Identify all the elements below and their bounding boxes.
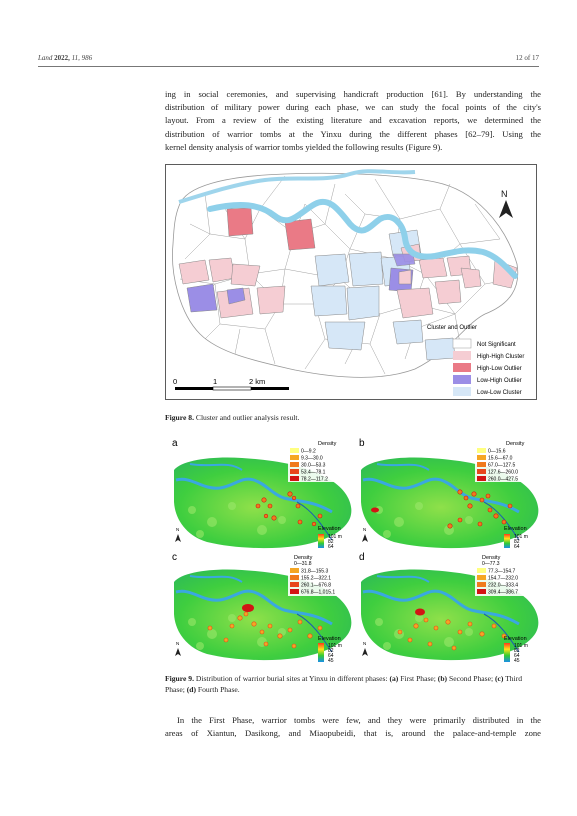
density-class: 0—77.3 bbox=[482, 561, 500, 567]
running-header-journal bbox=[38, 54, 92, 62]
panel-d bbox=[357, 550, 542, 662]
caption-part-label: (d) bbox=[186, 685, 197, 694]
density-class: 0—15.6 bbox=[488, 448, 506, 455]
journal-name: Land bbox=[38, 54, 53, 62]
north-label: N bbox=[363, 527, 367, 532]
density-class: 9.3—30.0 bbox=[301, 455, 323, 462]
caption-label: Figure 9. bbox=[165, 674, 194, 683]
density-title: Density bbox=[506, 441, 525, 447]
density-class: 31.8—155.3 bbox=[301, 568, 329, 575]
elevation-value: 64 bbox=[328, 653, 334, 659]
legend-item: Low-Low Cluster bbox=[477, 390, 522, 396]
elevation-value: 82 bbox=[514, 539, 520, 545]
paragraph-first-phase bbox=[165, 714, 541, 740]
density-class: 154.7—232.0 bbox=[488, 575, 519, 582]
elevation-title: Elevation bbox=[504, 526, 527, 532]
density-class: 676.8—1,015.1 bbox=[301, 589, 336, 596]
elevation-value: 64 bbox=[514, 653, 520, 659]
density-class: 260.0—427.5 bbox=[488, 476, 519, 483]
elevation-value: 45 bbox=[328, 658, 334, 662]
density-title: Density bbox=[294, 555, 313, 561]
elevation-value: 101 m bbox=[514, 534, 528, 540]
legend-item: High-High Cluster bbox=[477, 354, 525, 360]
caption-part-label: (a) bbox=[389, 674, 399, 683]
figure-9-caption bbox=[165, 673, 541, 695]
elevation-title: Elevation bbox=[504, 636, 527, 642]
density-class: 0—9.2 bbox=[301, 448, 316, 455]
elevation-value: 82 bbox=[328, 539, 334, 545]
text-line: In the First Phase, warrior tombs were few, and they were primarily distributed in the bbox=[177, 715, 541, 725]
panel-a bbox=[170, 436, 355, 550]
legend-title: Cluster and Outlier bbox=[427, 325, 478, 331]
north-label: N bbox=[501, 189, 508, 199]
elevation-value: 64 bbox=[328, 544, 334, 550]
panel-b bbox=[357, 436, 542, 550]
text-line: distribution of warrior tombs at the Yinxu during the different phases [62–79]. Using the bbox=[165, 128, 541, 139]
elevation-value: 101 m bbox=[328, 534, 342, 540]
panel-label: a bbox=[172, 438, 178, 449]
elevation-value: 82 bbox=[328, 648, 334, 654]
scale-bar bbox=[175, 387, 289, 390]
panel-label: b bbox=[359, 438, 365, 449]
density-class: 53.4—78.1 bbox=[301, 469, 326, 476]
header-rule bbox=[38, 66, 539, 67]
figure-8-cluster-map bbox=[165, 164, 537, 400]
north-label: N bbox=[176, 641, 180, 646]
density-class: 155.2—322.1 bbox=[301, 575, 332, 582]
elevation-value: 101 m bbox=[514, 643, 528, 649]
caption-text: Distribution of warrior burial sites at Yinxu in different phases: bbox=[193, 674, 390, 683]
text-line: kernel density analysis of warrior tombs yielded the following results (Figure 9). bbox=[165, 141, 443, 152]
density-class: 78.2—117.2 bbox=[301, 476, 328, 483]
scale-label: 0 bbox=[173, 377, 178, 386]
elevation-value: 101 m bbox=[328, 643, 342, 649]
journal-volume: 11, 986 bbox=[71, 54, 93, 62]
density-title: Density bbox=[482, 555, 501, 561]
density-class: 30.0—53.3 bbox=[301, 462, 326, 469]
text-line: distribution of military power during each phase, we can study the focal points of the city's bbox=[165, 102, 541, 113]
elevation-title: Elevation bbox=[318, 636, 341, 642]
legend-item: Low-High Outlier bbox=[477, 378, 522, 384]
panel-label: c bbox=[172, 552, 177, 563]
page-number: 12 of 17 bbox=[515, 54, 539, 62]
caption-label: Figure 8. bbox=[165, 413, 194, 422]
density-class: 232.0—333.4 bbox=[488, 582, 519, 589]
density-class: 15.6—67.0 bbox=[488, 455, 513, 462]
paragraph-intro bbox=[165, 88, 541, 154]
panel-c bbox=[170, 550, 355, 662]
caption-text: Cluster and outlier analysis result. bbox=[195, 413, 300, 422]
density-class: 127.6—260.0 bbox=[488, 469, 519, 476]
elevation-value: 45 bbox=[514, 658, 520, 662]
elevation-value: 82 bbox=[514, 648, 520, 654]
text-line: ing in social ceremonies, and supervising handicraft production [61]. By understanding the bbox=[165, 89, 541, 99]
density-class: 67.0—127.5 bbox=[488, 462, 516, 469]
density-title: Density bbox=[318, 441, 337, 447]
elevation-title: Elevation bbox=[318, 526, 341, 532]
legend-item: High-Low Outlier bbox=[477, 366, 522, 372]
figure-9-density-maps bbox=[170, 436, 542, 662]
journal-year: 2022, bbox=[54, 54, 70, 62]
density-class: 309.4—386.7 bbox=[488, 589, 519, 596]
figure-8-caption bbox=[165, 412, 541, 423]
density-class: 77.3—154.7 bbox=[488, 568, 516, 575]
caption-part-text: Fourth Phase. bbox=[196, 685, 240, 694]
caption-part-label: (b) bbox=[437, 674, 448, 683]
density-class: 0—31.8 bbox=[294, 561, 312, 567]
scale-label: 1 bbox=[213, 377, 218, 386]
scale-label: 2 km bbox=[249, 377, 266, 386]
elevation-value: 64 bbox=[514, 544, 520, 550]
text-line: layout. From a review of the existing literature and excavation reports, we determined the bbox=[165, 115, 541, 126]
text-line: areas of Xiantun, Dasikong, and Miaopubeidi, that is, around the palace-and-temple zone bbox=[165, 728, 541, 739]
north-label: N bbox=[363, 641, 367, 646]
caption-part-label: (c) bbox=[494, 674, 504, 683]
north-label: N bbox=[176, 527, 180, 532]
density-class: 260.1—676.8 bbox=[301, 582, 332, 589]
caption-part-text: Second Phase; bbox=[447, 674, 495, 683]
caption-part-text: Third Phase; bbox=[165, 674, 523, 694]
caption-part-text: First Phase; bbox=[398, 674, 438, 683]
legend-item: Not Significant bbox=[477, 342, 516, 348]
panel-label: d bbox=[359, 552, 365, 563]
